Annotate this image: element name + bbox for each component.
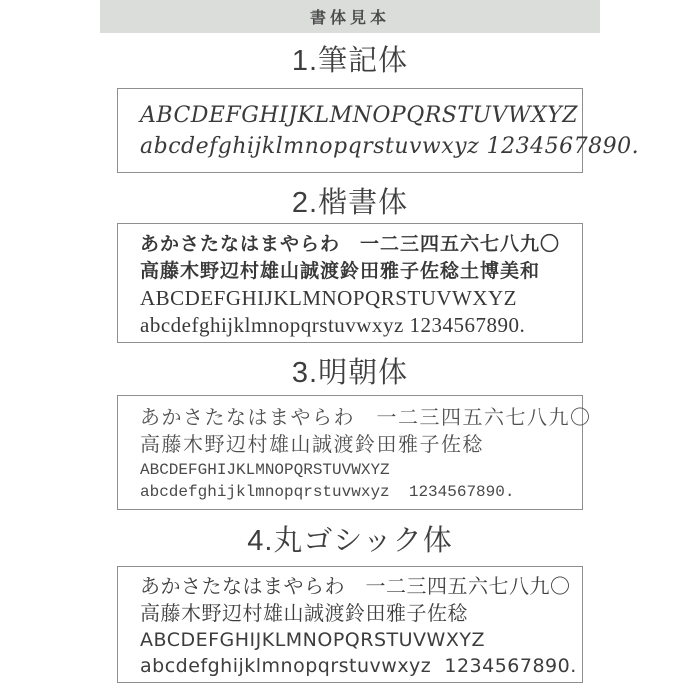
section-heading-maru-gothic: 4.丸ゴシック体 <box>247 525 453 557</box>
sample-line: ABCDEFGHIJKLMNOPQRSTUVWXYZ <box>140 629 485 651</box>
sample-line: 高藤木野辺村雄山誠渡鈴田雅子佐稔 <box>140 434 484 456</box>
section-heading-script: 1.筆記体 <box>291 45 409 77</box>
sample-line: abcdefghijklmnopqrstuvwxyz 1234567890. <box>140 134 640 159</box>
sample-line: ABCDEFGHIJKLMNOPQRSTUVWXYZ <box>140 103 579 128</box>
sample-line: abcdefghijklmnopqrstuvwxyz 1234567890. <box>140 313 526 337</box>
sample-box-mincho <box>117 395 592 510</box>
sample-line: abcdefghijklmnopqrstuvwxyz 1234567890. <box>140 483 515 501</box>
sample-line: 高藤木野辺村雄山誠渡鈴田雅子佐稔土博美和 <box>140 261 541 282</box>
page-title: 書体見本 <box>309 10 390 27</box>
sample-line: あかさたなはまやらわ 一二三四五六七八九〇 <box>140 407 592 429</box>
section-heading-mincho: 3.明朝体 <box>291 357 409 389</box>
sample-box-script <box>117 88 640 173</box>
sample-line: 高藤木野辺村雄山誠渡鈴田雅子佐稔 <box>140 601 468 625</box>
header-bar <box>100 0 600 33</box>
sample-line: あかさたなはまやらわ 一二三四五六七八九〇 <box>140 574 571 598</box>
section-heading-kaisho: 2.楷書体 <box>291 187 409 219</box>
sample-box-kaisho <box>117 223 583 343</box>
sample-line: ABCDEFGHIJKLMNOPQRSTUVWXYZ <box>140 461 390 479</box>
sample-line: ABCDEFGHIJKLMNOPQRSTUVWXYZ <box>140 286 518 310</box>
sample-line: あかさたなはまやらわ 一二三四五六七八九〇 <box>140 234 561 255</box>
sample-box-maru-gothic <box>117 566 583 683</box>
sample-line: abcdefghijklmnopqrstuvwxyz 1234567890. <box>140 655 577 677</box>
